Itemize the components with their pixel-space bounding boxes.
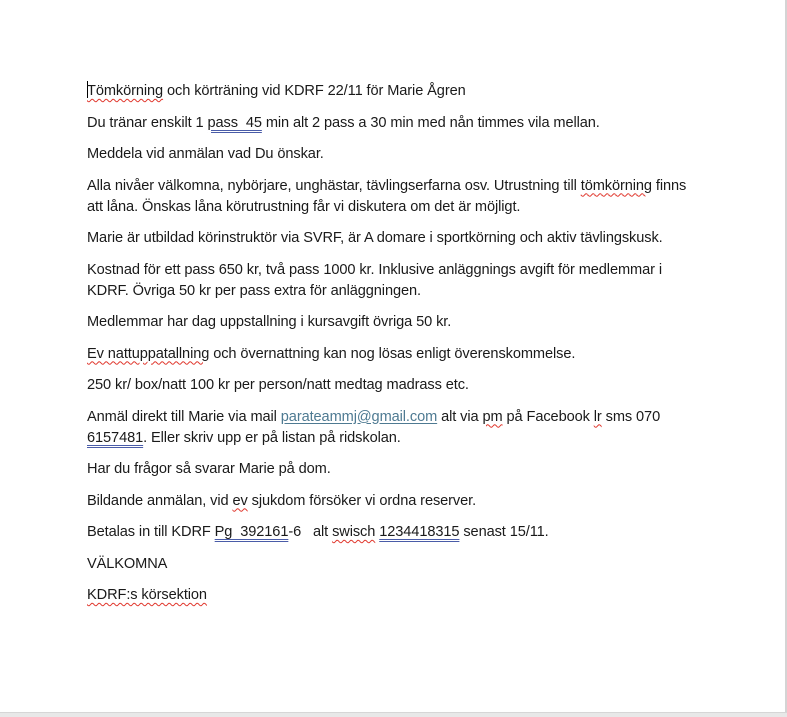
grammar-suggestion-text[interactable]: pass 45 <box>207 114 262 131</box>
text-run: Kostnad för ett pass 650 kr, två pass 1000 kr. Inklusive anläggnings avgift för medlemmar i KDRF. Övriga 50 kr per pass extra för anläggningen. <box>87 261 666 299</box>
text-run: Anmäl direkt till Marie via mail <box>87 408 281 425</box>
text-run: 250 kr/ box/natt 100 kr per person/natt medtag madrass etc. <box>87 377 469 393</box>
spelling-error-word[interactable]: lr <box>593 408 602 425</box>
text-run: Meddela vid anmälan vad Du önskar. <box>87 146 324 162</box>
text-run: Har du frågor så svarar Marie på dom. <box>87 461 331 477</box>
grammar-suggestion-text[interactable]: 1234418315 <box>379 524 460 540</box>
text-run: Marie är utbildad körinstruktör via SVRF, är A domare i sportkörning och aktiv tävlingskusk. <box>87 230 663 246</box>
spelling-error-word[interactable]: Tömkörning <box>87 83 164 99</box>
text-run: på Facebook <box>502 408 594 425</box>
text-run: och övernattning kan nog lösas enligt överenskommelse. <box>209 345 576 362</box>
document-paragraph[interactable] <box>87 554 687 575</box>
document-paragraph[interactable] <box>87 176 691 218</box>
document-paragraph[interactable] <box>87 375 687 396</box>
document-paragraph[interactable] <box>87 459 687 480</box>
text-run: finns att låna. Önskas låna körutrustning får vi diskutera om det är möjligt. <box>87 177 691 215</box>
document-paragraph[interactable] <box>87 144 687 165</box>
text-run: min alt 2 pass a 30 min med nån timmes vila mellan. <box>261 114 600 131</box>
text-run: alt via <box>437 408 483 425</box>
document-body[interactable] <box>87 81 691 617</box>
document-paragraph[interactable] <box>87 344 687 365</box>
text-run: och körträning vid KDRF 22/11 för Marie Ågren <box>163 83 466 99</box>
spelling-error-word[interactable]: Ev nattuppatallning <box>87 345 210 362</box>
page-bottom-edge <box>0 712 787 717</box>
spelling-error-word[interactable]: pm <box>482 408 503 425</box>
document-paragraph[interactable] <box>87 407 687 449</box>
grammar-suggestion-text[interactable]: Pg 392161 <box>214 524 289 540</box>
email-link[interactable]: parateammj@gmail.com <box>280 408 438 425</box>
text-run: Du tränar enskilt 1 <box>87 114 208 131</box>
text-run: sms 070 <box>601 408 665 425</box>
spelling-error-word[interactable]: KDRF:s körsektion <box>87 587 207 603</box>
document-paragraph[interactable] <box>87 491 687 512</box>
document-paragraph[interactable] <box>87 81 687 102</box>
text-run: -6 alt <box>288 524 333 540</box>
text-run: sjukdom försöker vi ordna reserver. <box>247 492 477 509</box>
text-run: . Eller skriv upp er på listan på ridskolan. <box>143 429 401 446</box>
text-run: senast 15/11. <box>459 524 549 540</box>
text-run: Medlemmar har dag uppstallning i kursavgift övriga 50 kr. <box>87 314 452 330</box>
document-paragraph[interactable] <box>87 113 687 134</box>
spelling-error-word[interactable]: ev <box>232 492 248 509</box>
spelling-error-word[interactable]: swisch <box>332 524 376 540</box>
text-run: VÄLKOMNA <box>87 555 168 572</box>
document-paragraph[interactable] <box>87 228 687 249</box>
document-paragraph[interactable] <box>87 260 687 302</box>
document-paragraph[interactable] <box>87 585 687 606</box>
text-run: Alla nivåer välkomna, nybörjare, unghästar, tävlingserfarna osv. Utrustning till <box>87 177 581 194</box>
document-paragraph[interactable] <box>87 312 687 333</box>
text-run: Betalas in till KDRF <box>87 524 215 540</box>
spelling-error-word[interactable]: tömkörning <box>580 177 652 194</box>
document-paragraph[interactable] <box>87 522 687 543</box>
grammar-suggestion-text[interactable]: 6157481 <box>87 429 144 446</box>
text-run: Bildande anmälan, vid <box>87 492 233 509</box>
